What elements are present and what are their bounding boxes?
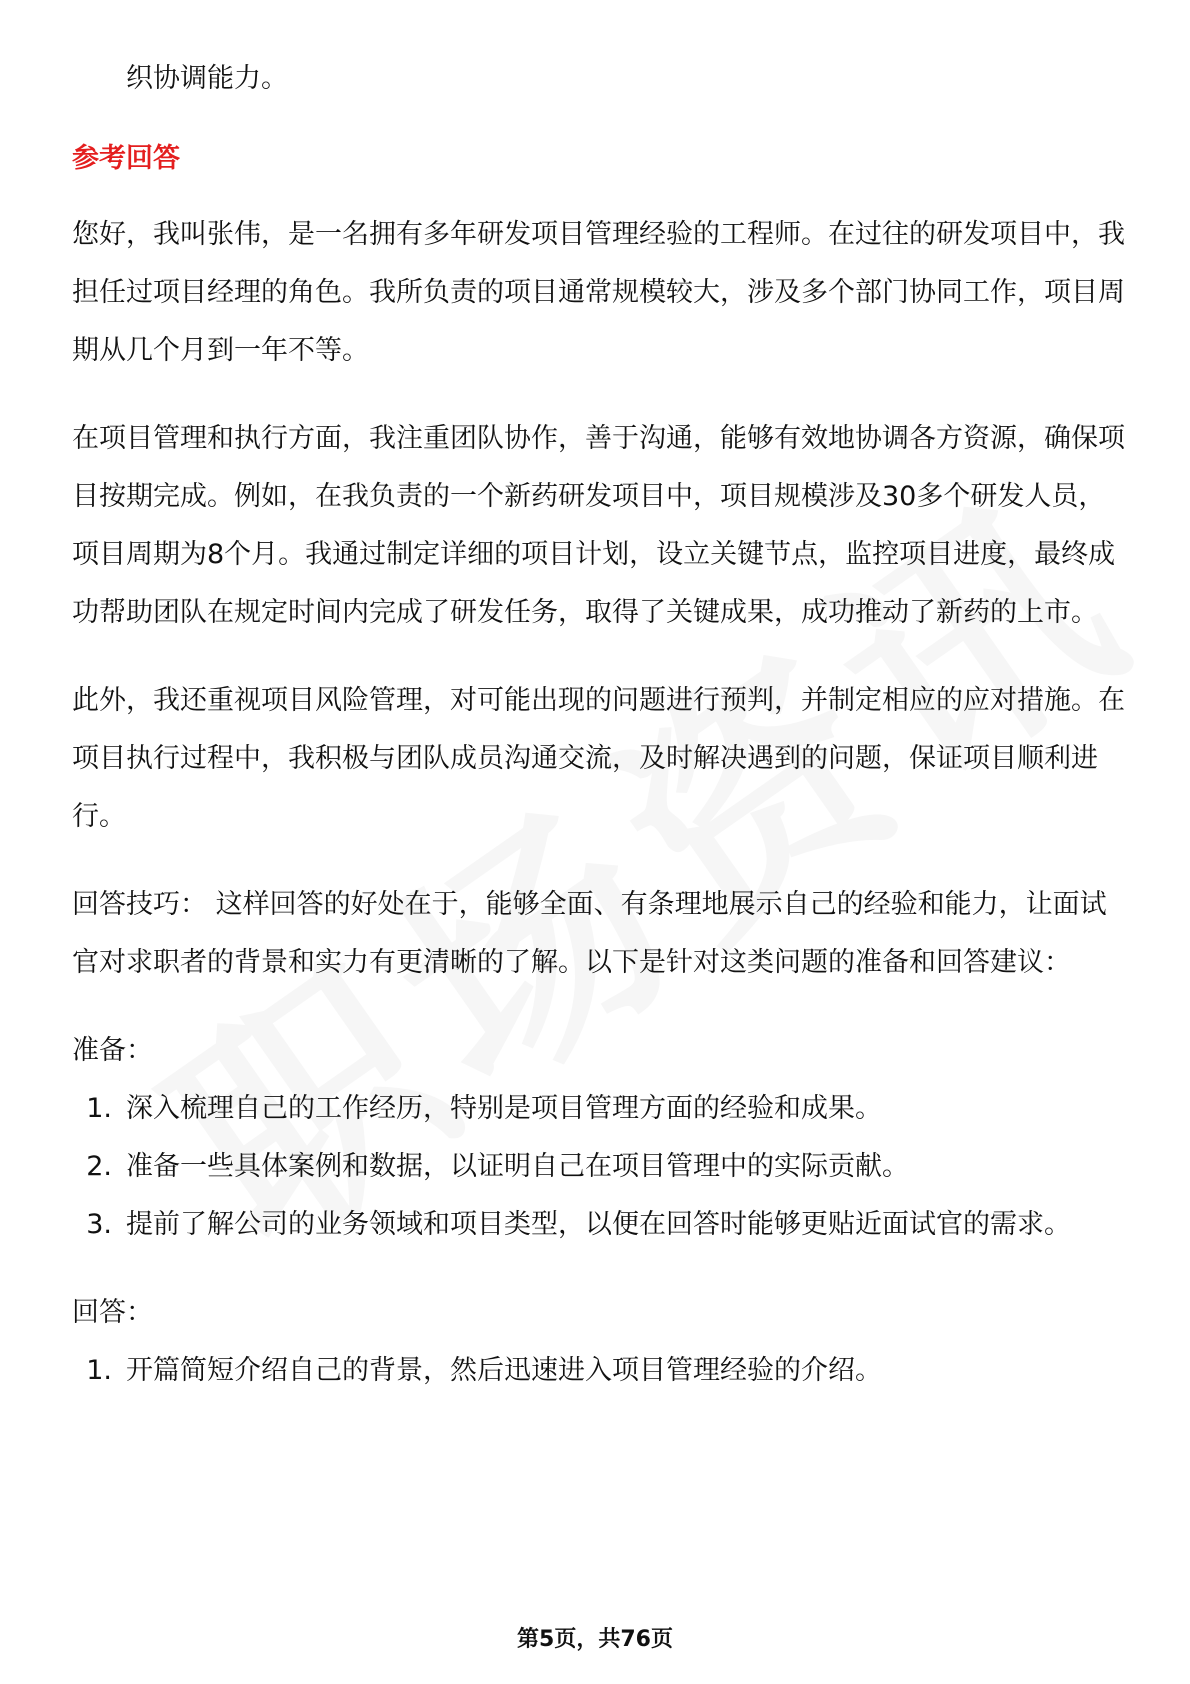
- list-text: 开篇简短介绍自己的背景，然后迅速进入项目管理经验的介绍。: [126, 1355, 882, 1386]
- preparation-heading: 准备：: [72, 1035, 153, 1066]
- answer-paragraph-1: 您好，我叫张伟，是一名拥有多年研发项目管理经验的工程师。在过往的研发项目中，我担任过项目经理的角色。我所负责的项目通常规模较大，涉及多个部门协同工作，项目周期从几个月到一年不等。: [72, 219, 1125, 366]
- list-text: 深入梳理自己的工作经历，特别是项目管理方面的经验和成果。: [126, 1093, 882, 1124]
- page-content: [72, 50, 1132, 1400]
- reference-answer-title: 参考回答: [72, 143, 180, 174]
- answer-tips: 回答技巧： 这样回答的好处在于，能够全面、有条理地展示自己的经验和能力，让面试官对求职者的背景和实力有更清晰的了解。以下是针对这类问题的准备和回答建议：: [72, 889, 1107, 978]
- preparation-list: [72, 1080, 1132, 1254]
- continuation-text: 织协调能力。: [126, 63, 288, 94]
- list-number: 1.: [86, 1355, 112, 1386]
- list-item: [72, 1080, 1132, 1138]
- answer-paragraph-2: 在项目管理和执行方面，我注重团队协作，善于沟通，能够有效地协调各方资源，确保项目按期完成。例如，在我负责的一个新药研发项目中，项目规模涉及30多个研发人员，项目周期为8个月。我通过制定详细的项目计划，设立关键节点，监控项目进度，最终成功帮助团队在规定时间内完成了研发任务，取得了关键成果，成功推动了新药的上市。: [72, 423, 1125, 628]
- list-item: [72, 1342, 1132, 1400]
- list-text: 提前了解公司的业务领域和项目类型，以便在回答时能够更贴近面试官的需求。: [126, 1209, 1071, 1240]
- list-text: 准备一些具体案例和数据，以证明自己在项目管理中的实际贡献。: [126, 1151, 909, 1182]
- page-number: 第5页，共76页: [517, 1627, 673, 1652]
- list-number: 1.: [86, 1093, 112, 1124]
- list-item: [72, 1138, 1132, 1196]
- answer-paragraph-3: 此外，我还重视项目风险管理，对可能出现的问题进行预判，并制定相应的应对措施。在项目执行过程中，我积极与团队成员沟通交流，及时解决遇到的问题，保证项目顺利进行。: [72, 685, 1125, 832]
- list-item: [72, 1196, 1132, 1254]
- list-number: 3.: [86, 1209, 112, 1240]
- list-number: 2.: [86, 1151, 112, 1182]
- answer-heading: 回答：: [72, 1297, 153, 1328]
- answer-list: [72, 1342, 1132, 1400]
